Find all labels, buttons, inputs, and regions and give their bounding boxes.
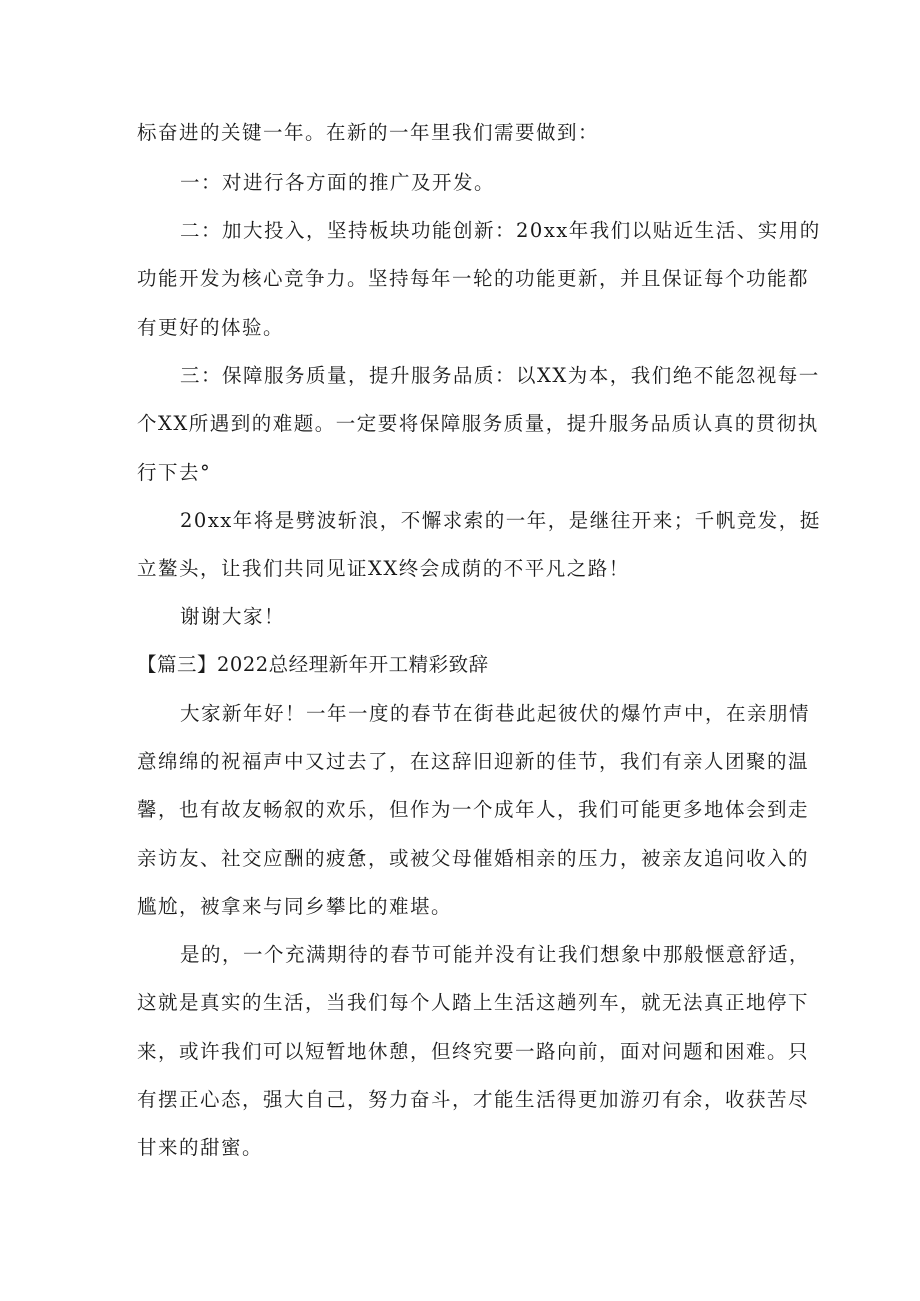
paragraph-start: 20xx年将是劈波斩浪，不懈求索的一年，是继往开来；千帆竞发，挺	[180, 509, 821, 532]
closing-thanks: 谢谢大家！	[180, 605, 286, 628]
body-line: 有更好的体验。	[137, 316, 285, 339]
body-line: 行下去°	[137, 461, 212, 484]
body-line: 这就是真实的生活，当我们每个人踏上生活这趟列车，就无法真正地停下	[137, 991, 810, 1014]
body-line: 甘来的甜蜜。	[137, 1136, 264, 1159]
body-line: 有摆正心态，强大自己，努力奋斗，才能生活得更加游刃有余，收获苦尽	[137, 1088, 810, 1111]
body-line: 标奋进的关键一年。在新的一年里我们需要做到：	[137, 121, 600, 144]
body-line: 亲访友、社交应酬的疲惫，或被父母催婚相亲的压力，被亲友追问收入的	[137, 847, 810, 870]
body-line: 个XX所遇到的难题。一定要将保障服务质量，提升服务品质认真的贯彻执	[137, 412, 819, 435]
paragraph-start: 是的，一个充满期待的春节可能并没有让我们想象中那般惬意舒适，	[180, 943, 811, 966]
paragraph-start: 大家新年好！一年一度的春节在街巷此起彼伏的爆竹声中，在亲朋情	[180, 702, 811, 725]
body-line: 意绵绵的祝福声中又过去了，在这辞旧迎新的佳节，我们有亲人团聚的温	[137, 750, 810, 773]
body-line: 功能开发为核心竞争力。坚持每年一轮的功能更新，并且保证每个功能都	[137, 267, 810, 290]
body-line: 馨，也有故友畅叙的欢乐，但作为一个成年人，我们可能更多地体会到走	[137, 798, 810, 821]
list-item-two: 二：加大投入，坚持板块功能创新：20xx年我们以贴近生活、实用的	[180, 219, 821, 242]
body-line: 来，或许我们可以短暂地休憩，但终究要一路向前，面对问题和困难。只	[137, 1040, 810, 1063]
body-line: 尴尬，被拿来与同乡攀比的难堪。	[137, 895, 453, 918]
list-item-one: 一：对进行各方面的推广及开发。	[180, 171, 496, 194]
section-heading: 【篇三】2022总经理新年开工精彩致辞	[137, 653, 489, 676]
body-line: 立鳌头，让我们共同见证XX终会成荫的不平凡之路！	[137, 557, 630, 580]
list-item-three: 三：保障服务质量，提升服务品质：以XX为本，我们绝不能忽视每一	[180, 364, 820, 387]
